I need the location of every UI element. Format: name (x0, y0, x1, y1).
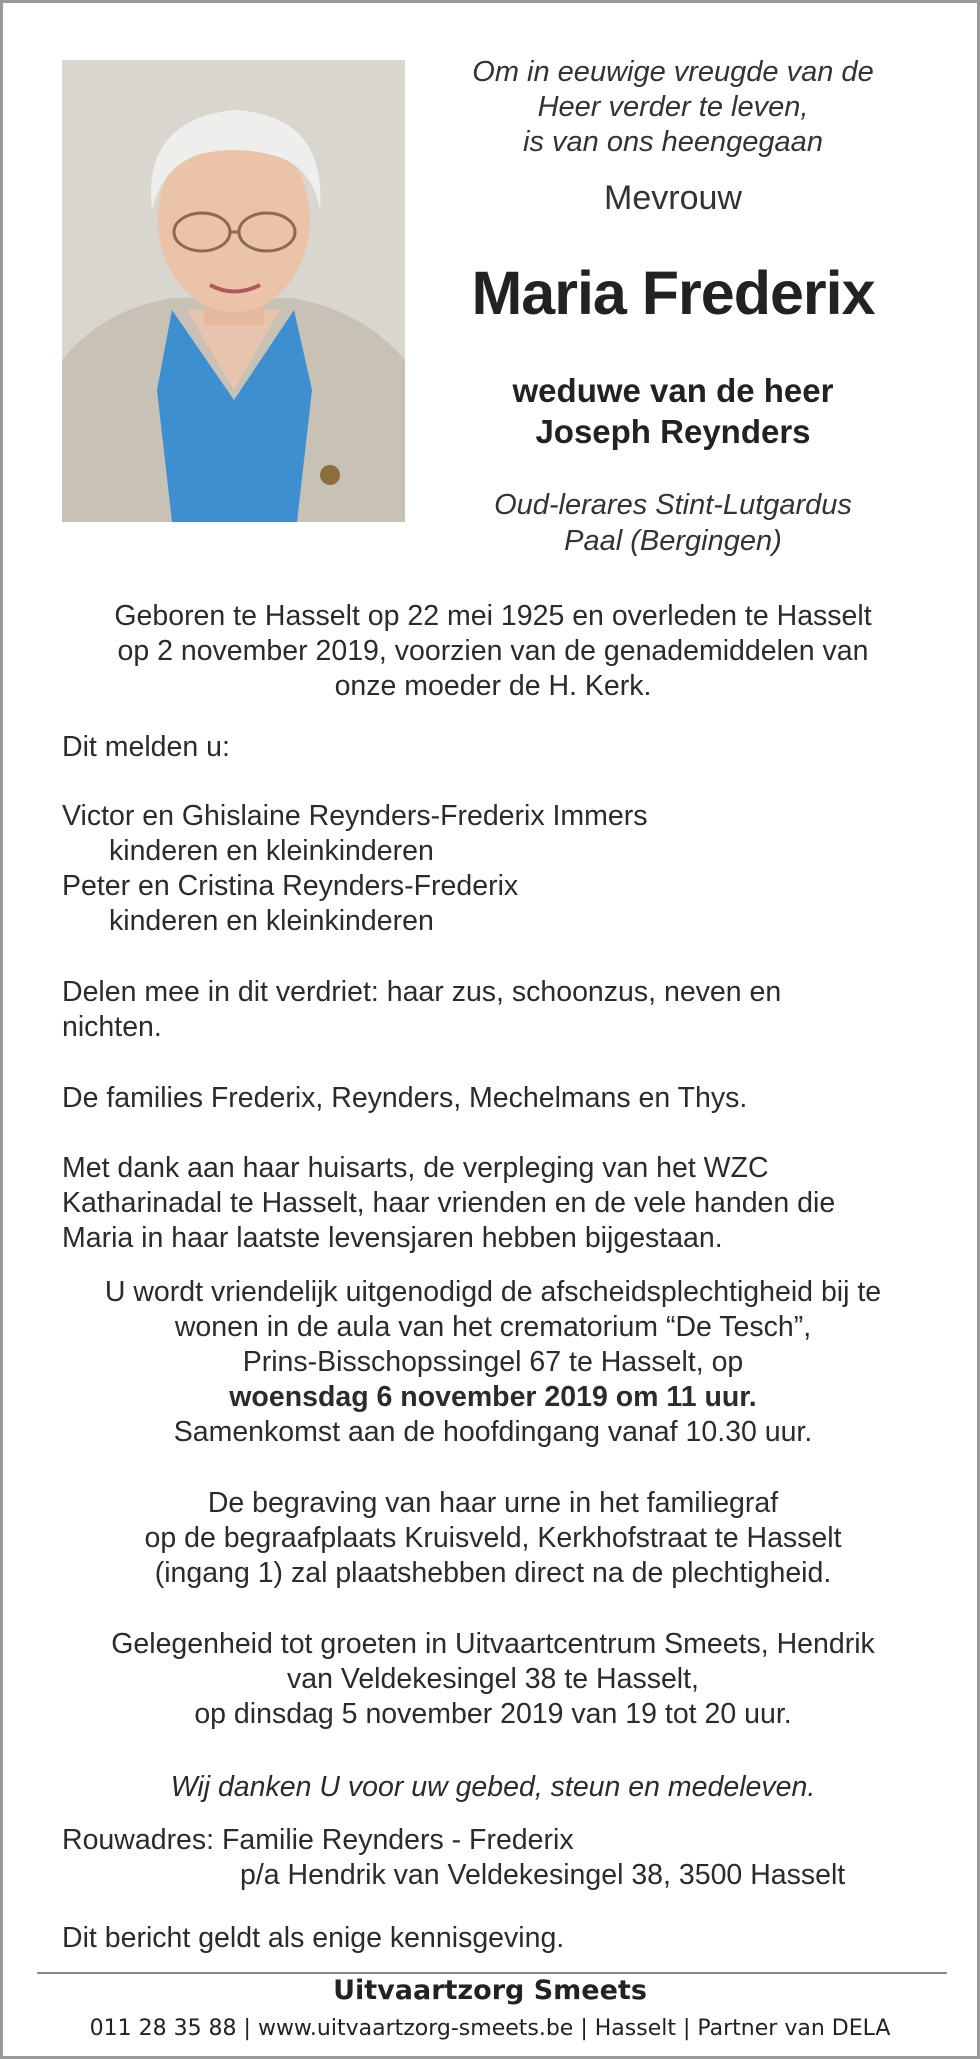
intro-line: Om in eeuwige vreugde van de (472, 56, 874, 88)
visitation-text (62, 1627, 924, 1732)
family-names: Peter en Cristina Reynders-Frederix (62, 870, 519, 902)
portrait-photo (62, 60, 405, 522)
occupation (443, 487, 903, 559)
birth-line: op 2 november 2019, voorzien van de genademiddelen van (117, 635, 869, 667)
widow-of (443, 370, 903, 452)
ceremony-line: U wordt vriendelijk uitgenodigd de afscheidsplechtigheid bij te (104, 1276, 882, 1308)
widow-line: weduwe van de heer (512, 372, 834, 409)
ceremony-line: Prins-Bisschopssingel 67 te Hasselt, op (242, 1346, 744, 1378)
family-list (62, 799, 924, 939)
widow-line: Joseph Reynders (535, 413, 811, 450)
visitation-line: van Veldekesingel 38 te Hasselt, (287, 1663, 699, 1695)
visitation-line: Gelegenheid tot groeten in Uitvaartcentrum Smeets, Hendrik (111, 1628, 875, 1660)
birth-line: onze moeder de H. Kerk. (334, 670, 652, 702)
intro-verse (443, 55, 903, 160)
address-line: p/a Hendrik van Veldekesingel 38, 3500 Hasselt (240, 1859, 846, 1891)
burial-text (62, 1486, 924, 1591)
families-text: De families Frederix, Reynders, Mechelmans en Thys. (62, 1082, 748, 1114)
family-sub: kinderen en kleinkinderen (109, 905, 434, 937)
mourning-address (62, 1823, 924, 1893)
intro-line: is van ons heengegaan (523, 126, 823, 158)
birth-death-text (62, 599, 924, 704)
birth-line: Geboren te Hasselt op 22 mei 1925 en overleden te Hasselt (114, 600, 872, 632)
announce-text: Dit melden u: (62, 731, 230, 763)
thanks-line: Met dank aan haar huisarts, de verpleging van het WZC (62, 1152, 769, 1184)
funeral-home-contact: 011 28 35 88 | www.uitvaartzorg-smeets.be | Hasselt | Partner van DELA (89, 2016, 891, 2041)
deceased-name: Maria Frederix (471, 259, 875, 327)
ceremony-gathering: Samenkomst aan de hoofdingang vanaf 10.30 uur. (173, 1416, 813, 1448)
thanks-line: Katharinadal te Hasselt, haar vrienden en de vele handen die (62, 1187, 836, 1219)
gratitude-text: Wij danken U voor uw gebed, steun en medeleven. (170, 1771, 816, 1803)
family-sub: kinderen en kleinkinderen (109, 835, 434, 867)
ceremony-date: woensdag 6 november 2019 om 11 uur. (229, 1381, 757, 1413)
notice-text: Dit bericht geldt als enige kennisgeving. (62, 1922, 565, 1954)
burial-line: De begraving van haar urne in het familiegraf (207, 1487, 779, 1519)
ceremony-text (62, 1275, 924, 1450)
footer-divider (37, 1972, 947, 1974)
address-line: Rouwadres: Familie Reynders - Frederix (62, 1824, 574, 1856)
grief-line: nichten. (62, 1011, 162, 1043)
occupation-line: Paal (Bergingen) (564, 525, 782, 557)
intro-line: Heer verder te leven, (537, 91, 809, 123)
visitation-line: op dinsdag 5 november 2019 van 19 tot 20 uur. (194, 1698, 792, 1730)
portrait-illustration (62, 60, 405, 522)
burial-line: op de begraafplaats Kruisveld, Kerkhofstraat te Hasselt (144, 1522, 842, 1554)
family-names: Victor en Ghislaine Reynders-Frederix Immers (62, 800, 648, 832)
thanks-text (62, 1151, 924, 1256)
occupation-line: Oud-lerares Stint-Lutgardus (494, 489, 852, 521)
grief-text (62, 975, 924, 1045)
burial-line: (ingang 1) zal plaatshebben direct na de plechtigheid. (154, 1557, 832, 1589)
honorific: Mevrouw (604, 179, 742, 217)
grief-line: Delen mee in dit verdriet: haar zus, schoonzus, neven en (62, 976, 782, 1008)
thanks-line: Maria in haar laatste levensjaren hebben bijgestaan. (62, 1222, 723, 1254)
funeral-home-name: Uitvaartzorg Smeets (333, 1975, 647, 2006)
ceremony-line: wonen in de aula van het crematorium “De Tesch”, (174, 1311, 812, 1343)
